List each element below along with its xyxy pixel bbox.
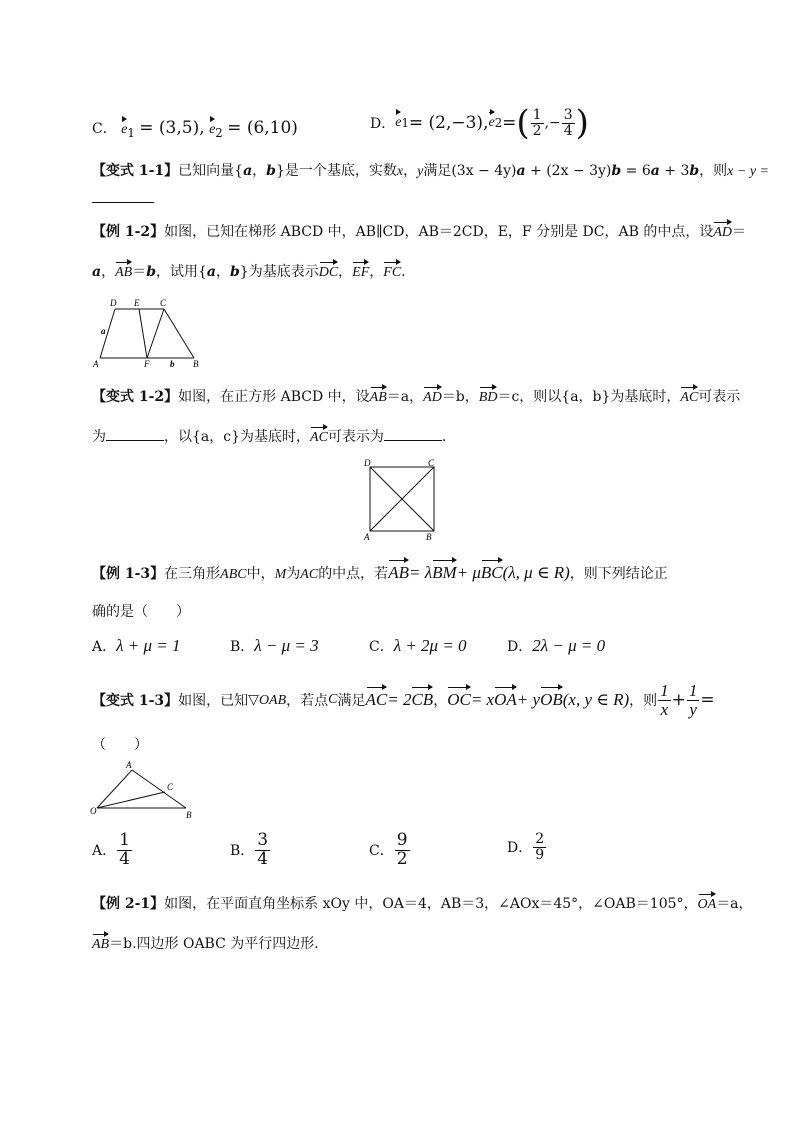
point-label-e: E	[134, 298, 140, 308]
text: ，则下列结论正	[569, 566, 668, 582]
e1-value: = (3,5),	[139, 118, 205, 138]
text: ＝a，	[716, 896, 753, 912]
vec-b: b	[266, 163, 276, 179]
vec-a: a	[243, 163, 253, 179]
comma-minus: ,−	[544, 115, 561, 131]
option-text: λ + 2μ = 0	[393, 636, 467, 655]
numerator: 1	[532, 106, 542, 123]
option-label: D．	[507, 639, 533, 655]
example-1-3-line2	[92, 601, 190, 621]
vec-a: a	[650, 163, 660, 179]
vec-dc: DC	[318, 265, 339, 280]
vec-ab: AB	[115, 265, 133, 280]
vec-ab: AB	[92, 937, 110, 952]
vec-b: b	[689, 163, 700, 179]
vec-a: a	[92, 264, 102, 280]
text: .	[401, 264, 406, 280]
point-label-c: C	[167, 782, 174, 792]
answer-paren: （ ）	[92, 737, 148, 753]
text: 的中点，若	[318, 566, 389, 582]
ex13-option-c[interactable]	[369, 636, 467, 656]
option-label: C．	[92, 121, 117, 137]
text: 满足(3x − 4y)	[423, 163, 517, 179]
vec-ad: AD	[713, 225, 733, 240]
paren-close: )	[575, 103, 589, 143]
v13-option-c[interactable]	[369, 832, 411, 869]
text: }为基底表示	[239, 264, 319, 280]
example-2-1-line2	[92, 933, 319, 953]
question-label: 【例 1-2】	[92, 224, 165, 240]
denominator: 2	[532, 122, 542, 139]
fraction-1-over-x	[658, 682, 671, 719]
vec-ef: EF	[352, 265, 370, 280]
vec-ac: AC	[310, 430, 328, 445]
denominator: 4	[563, 122, 573, 139]
point-label-b: B	[426, 532, 432, 542]
var-y: y	[417, 164, 424, 179]
text: + μ	[456, 563, 481, 582]
text: + (2x − 3y)	[525, 163, 612, 179]
text: = 6	[621, 163, 651, 179]
option-label: A．	[92, 639, 117, 655]
vec-ad: AD	[423, 390, 442, 405]
vec-ac: AC	[680, 390, 699, 405]
trapezoid-figure	[92, 296, 208, 370]
question-label: 【变式 1-3】	[92, 693, 179, 710]
answer-blank[interactable]	[106, 428, 164, 441]
vec-bd: BD	[478, 390, 498, 405]
example-1-2-line1	[92, 221, 746, 241]
vec-b: b	[146, 264, 156, 280]
option-label: A．	[92, 843, 117, 860]
point-label-d: D	[364, 458, 371, 468]
point-label-a: A	[93, 359, 99, 369]
variant-1-3-paren	[92, 734, 148, 754]
text: 如图，已知	[178, 693, 249, 710]
text: 满足	[337, 693, 366, 710]
numerator: 2	[535, 831, 545, 847]
fraction-1-over-y	[687, 682, 700, 719]
side-label-a: a	[101, 326, 106, 336]
text: 在三角形	[164, 566, 221, 582]
ex13-option-b[interactable]	[230, 636, 319, 656]
text: 确的是（ ）	[92, 604, 190, 620]
text: ＝	[732, 224, 747, 240]
point-label-c: C	[428, 458, 435, 468]
denominator: 9	[535, 846, 545, 863]
answer-blank[interactable]	[92, 190, 154, 207]
e2-value: = (6,10)	[227, 118, 298, 138]
fraction	[117, 832, 132, 869]
text: 如图，在正方形 ABCD 中，设	[178, 389, 370, 405]
e1-vector: e	[121, 122, 128, 137]
side-label-b: b	[170, 359, 175, 369]
fraction	[395, 832, 410, 869]
variant-1-2-line2	[92, 426, 446, 446]
variant-1-3-line1	[92, 682, 715, 719]
text: = x	[470, 690, 495, 710]
example-1-3-line1	[92, 563, 668, 583]
vec-oa: OA	[494, 690, 517, 710]
fraction	[255, 832, 270, 869]
vec-ac: AC	[365, 690, 388, 710]
question-label: 【变式 1-1】	[92, 163, 179, 179]
vec-a: a	[516, 163, 526, 179]
numerator: 1	[660, 681, 669, 700]
text: 为	[286, 566, 301, 582]
v13-option-a[interactable]	[92, 832, 133, 869]
point-label-o: O	[90, 806, 97, 816]
text: ，若点	[286, 693, 329, 710]
point-label-a: A	[364, 532, 370, 542]
point-m: M	[274, 567, 287, 582]
vec-bc: BC	[480, 563, 503, 582]
text: ，	[338, 264, 353, 280]
numerator: 3	[563, 106, 573, 123]
question-label: 【变式 1-2】	[92, 389, 179, 405]
condition: (λ, μ ∈ R)	[502, 563, 570, 582]
vec-oc: OC	[447, 690, 471, 710]
ex13-option-d[interactable]	[507, 636, 605, 656]
text: = 2	[387, 690, 412, 710]
variant-1-1: 【变式 1-1】已知向量{a，b}是一个基底，实数x，y满足(3x − 4y)a + (2x − 3y)b = 6a + 3b，则x − y =	[92, 163, 769, 179]
numerator: 1	[688, 681, 698, 700]
e1-vector: e	[395, 115, 402, 130]
numerator: 9	[396, 830, 408, 850]
e2-eq: =	[502, 113, 517, 133]
point-label-b: B	[193, 359, 199, 369]
vec-ab: AB	[369, 390, 387, 405]
equals: =	[700, 690, 715, 711]
text: ，试用{	[155, 264, 207, 280]
denominator: 4	[119, 848, 130, 869]
plus: +	[671, 690, 686, 711]
denominator: 2	[396, 848, 408, 869]
vec-b: b	[229, 264, 240, 280]
point-c: C	[328, 692, 338, 708]
option-label: C．	[369, 639, 394, 655]
point-label-c: C	[160, 298, 167, 308]
vec-b: b	[611, 163, 622, 179]
text: + y	[516, 690, 541, 710]
point-label-a: A	[126, 760, 132, 770]
text: + 3	[659, 163, 690, 179]
variant-1-2-line1	[92, 386, 740, 406]
vec-oa: OA	[697, 897, 717, 912]
option-text: λ − μ = 3	[254, 636, 319, 655]
e1-value: = (2,−3),	[408, 113, 489, 133]
fraction	[562, 108, 575, 138]
text: ＝c，则以{a，b}为基底时，	[497, 389, 681, 405]
text: ＝	[132, 264, 147, 280]
example-2-1-line1	[92, 893, 753, 913]
triangle-name: ABC	[220, 567, 247, 582]
question-label: 【例 2-1】	[92, 896, 165, 912]
vec-ab: AB	[388, 563, 409, 582]
text: 已知向量{	[178, 163, 244, 179]
answer-blank[interactable]	[384, 428, 442, 441]
ex13-option-a[interactable]	[92, 636, 180, 656]
triangle-figure	[88, 760, 204, 822]
vec-fc: FC	[383, 265, 402, 280]
option-label: B．	[230, 639, 255, 655]
triangle-name: ▽OAB	[248, 692, 287, 708]
text: ＝a，	[386, 389, 424, 405]
vec-a: a	[206, 264, 216, 280]
option-d-top	[370, 103, 589, 143]
sub: 1	[127, 125, 135, 140]
option-label: D．	[507, 840, 533, 857]
text: }是一个基底，实数	[275, 163, 397, 179]
numerator: 3	[257, 830, 269, 850]
text: 如图，在平面直角坐标系 xOy 中，OA＝4，AB＝3，∠AOx＝45°，∠OAB＝105°，	[164, 896, 698, 912]
square-figure	[362, 458, 442, 542]
denominator: y	[689, 699, 697, 719]
option-label: C．	[369, 843, 394, 860]
option-text: 2λ − μ = 0	[532, 636, 606, 655]
numerator: 1	[119, 830, 130, 850]
point-label-f: F	[144, 359, 150, 369]
text: 可表示为	[327, 429, 384, 445]
segment-ac: AC	[300, 567, 319, 582]
text: 如图，已知在梯形 ABCD 中，AB∥CD，AB＝2CD，E，F 分别是 DC，AB 的中点，设	[164, 224, 714, 240]
option-label: D．	[370, 116, 396, 132]
text: = λ	[408, 563, 433, 582]
text: ，	[101, 264, 116, 280]
sub: 1	[401, 116, 409, 130]
v13-option-b[interactable]	[230, 832, 271, 869]
v13-option-d[interactable]	[507, 832, 547, 862]
vec-bm: BM	[432, 563, 457, 582]
text: ＝b.四边形 OABC 为平行四边形.	[109, 936, 319, 952]
condition: (x, y ∈ R)	[562, 690, 630, 710]
vec-ob: OB	[540, 690, 563, 710]
text: ，以{a，c}为基底时，	[164, 429, 311, 445]
fraction	[531, 108, 544, 138]
sub: 2	[494, 116, 503, 130]
text: ，	[369, 264, 384, 280]
fraction	[533, 832, 546, 862]
option-c-top	[92, 118, 298, 140]
denominator: 4	[257, 848, 269, 869]
text: 可表示	[698, 389, 741, 405]
text: .	[441, 429, 447, 445]
text: 中，	[246, 566, 275, 582]
paren-open: (	[516, 103, 530, 143]
question-label: 【例 1-3】	[92, 566, 165, 582]
option-label: B．	[230, 843, 255, 860]
text: ，则	[629, 693, 658, 710]
var-x: x	[396, 164, 404, 179]
e2-vector: e	[488, 115, 495, 130]
e2-vector: e	[209, 122, 216, 137]
blank-line	[92, 190, 154, 203]
vec-cb: CB	[411, 690, 434, 710]
example-1-2-line2: a，AB＝b，试用{a，b}为基底表示DC，EF，FC.	[92, 264, 406, 280]
sub: 2	[215, 125, 223, 140]
text: ，	[433, 693, 448, 710]
denominator: x	[660, 699, 669, 719]
point-label-b: B	[186, 810, 192, 820]
expression: x − y =	[727, 164, 769, 179]
text: ，则	[699, 163, 728, 179]
point-label-d: D	[110, 298, 117, 308]
text: ＝b，	[441, 389, 479, 405]
option-text: λ + μ = 1	[116, 636, 181, 655]
text: 为	[92, 429, 106, 445]
